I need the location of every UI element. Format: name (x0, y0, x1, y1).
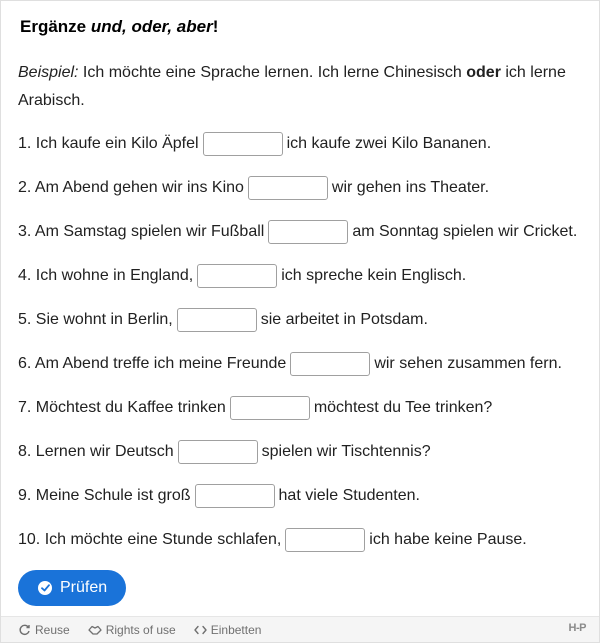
example-sentence (18, 59, 582, 115)
question-text-before: 2. Am Abend gehen wir ins Kino (18, 179, 244, 196)
question-row (18, 386, 582, 430)
question-row (18, 122, 582, 166)
task-title-prefix: Ergänze (20, 17, 91, 36)
answer-gap-input[interactable] (285, 528, 365, 552)
rights-of-use-link[interactable] (88, 623, 176, 637)
question-text-before: 4. Ich wohne in England, (18, 267, 194, 284)
embed-label: Einbetten (210, 622, 262, 637)
task-title (18, 1, 582, 45)
question-text-before: 10. Ich möchte eine Stunde schlafen, (18, 531, 282, 548)
question-row (18, 342, 582, 386)
question-text-after: wir sehen zusammen fern. (374, 355, 562, 372)
example-bold-word: oder (466, 64, 501, 81)
answer-gap-input[interactable] (195, 484, 275, 508)
question-list (18, 122, 582, 562)
question-text-after: wir gehen ins Theater. (331, 179, 490, 196)
question-text-after: möchtest du Tee trinken? (313, 399, 493, 416)
rights-of-use-label: Rights of use (105, 622, 176, 637)
question-text-after: ich spreche kein Englisch. (281, 267, 467, 284)
check-button-label: Prüfen (60, 579, 108, 596)
question-text-after: sie arbeitet in Potsdam. (260, 311, 428, 328)
check-button[interactable] (18, 570, 126, 606)
question-row (18, 430, 582, 474)
answer-gap-input[interactable] (230, 396, 310, 420)
reuse-icon (18, 623, 31, 636)
task-title-suffix: ! (212, 17, 219, 36)
question-row (18, 298, 582, 342)
exercise-content (1, 1, 599, 606)
h5p-footer (1, 616, 599, 642)
question-text-before: 9. Meine Schule ist groß (18, 487, 191, 504)
button-row (18, 570, 582, 606)
question-text-before: 6. Am Abend treffe ich meine Freunde (18, 355, 287, 372)
question-text-before: 1. Ich kaufe ein Kilo Äpfel (18, 135, 199, 152)
example-label: Beispiel: (18, 64, 79, 81)
embed-link[interactable] (194, 623, 262, 637)
question-row (18, 518, 582, 562)
answer-gap-input[interactable] (290, 352, 370, 376)
question-text-after: hat viele Studenten. (278, 487, 420, 504)
reuse-link[interactable] (18, 623, 70, 637)
check-circle-icon (38, 581, 52, 595)
answer-gap-input[interactable] (268, 220, 348, 244)
example-text-after: ich lerne Arabisch. (18, 64, 566, 109)
question-text-before: 8. Lernen wir Deutsch (18, 443, 174, 460)
answer-gap-input[interactable] (197, 264, 277, 288)
question-row (18, 166, 582, 210)
question-text-after: am Sonntag spielen wir Cricket. (352, 223, 578, 240)
question-text-after: spielen wir Tischtennis? (261, 443, 431, 460)
question-row (18, 210, 582, 254)
answer-gap-input[interactable] (178, 440, 258, 464)
answer-gap-input[interactable] (203, 132, 283, 156)
embed-code-icon (194, 625, 207, 635)
copyright-icon (88, 624, 102, 636)
reuse-label: Reuse (35, 622, 70, 637)
task-title-emphasis: und, oder, aber (90, 17, 213, 36)
question-text-before: 7. Möchtest du Kaffee trinken (18, 399, 226, 416)
answer-gap-input[interactable] (177, 308, 257, 332)
question-text-after: ich habe keine Pause. (369, 531, 527, 548)
question-text-after: ich kaufe zwei Kilo Bananen. (286, 135, 492, 152)
question-row (18, 474, 582, 518)
question-row (18, 254, 582, 298)
h5p-logo: H-P (568, 622, 586, 634)
question-text-before: 3. Am Samstag spielen wir Fußball (18, 223, 265, 240)
answer-gap-input[interactable] (248, 176, 328, 200)
question-text-before: 5. Sie wohnt in Berlin, (18, 311, 173, 328)
example-text-before: Ich möchte eine Sprache lernen. Ich lerne Chinesisch (78, 64, 467, 81)
